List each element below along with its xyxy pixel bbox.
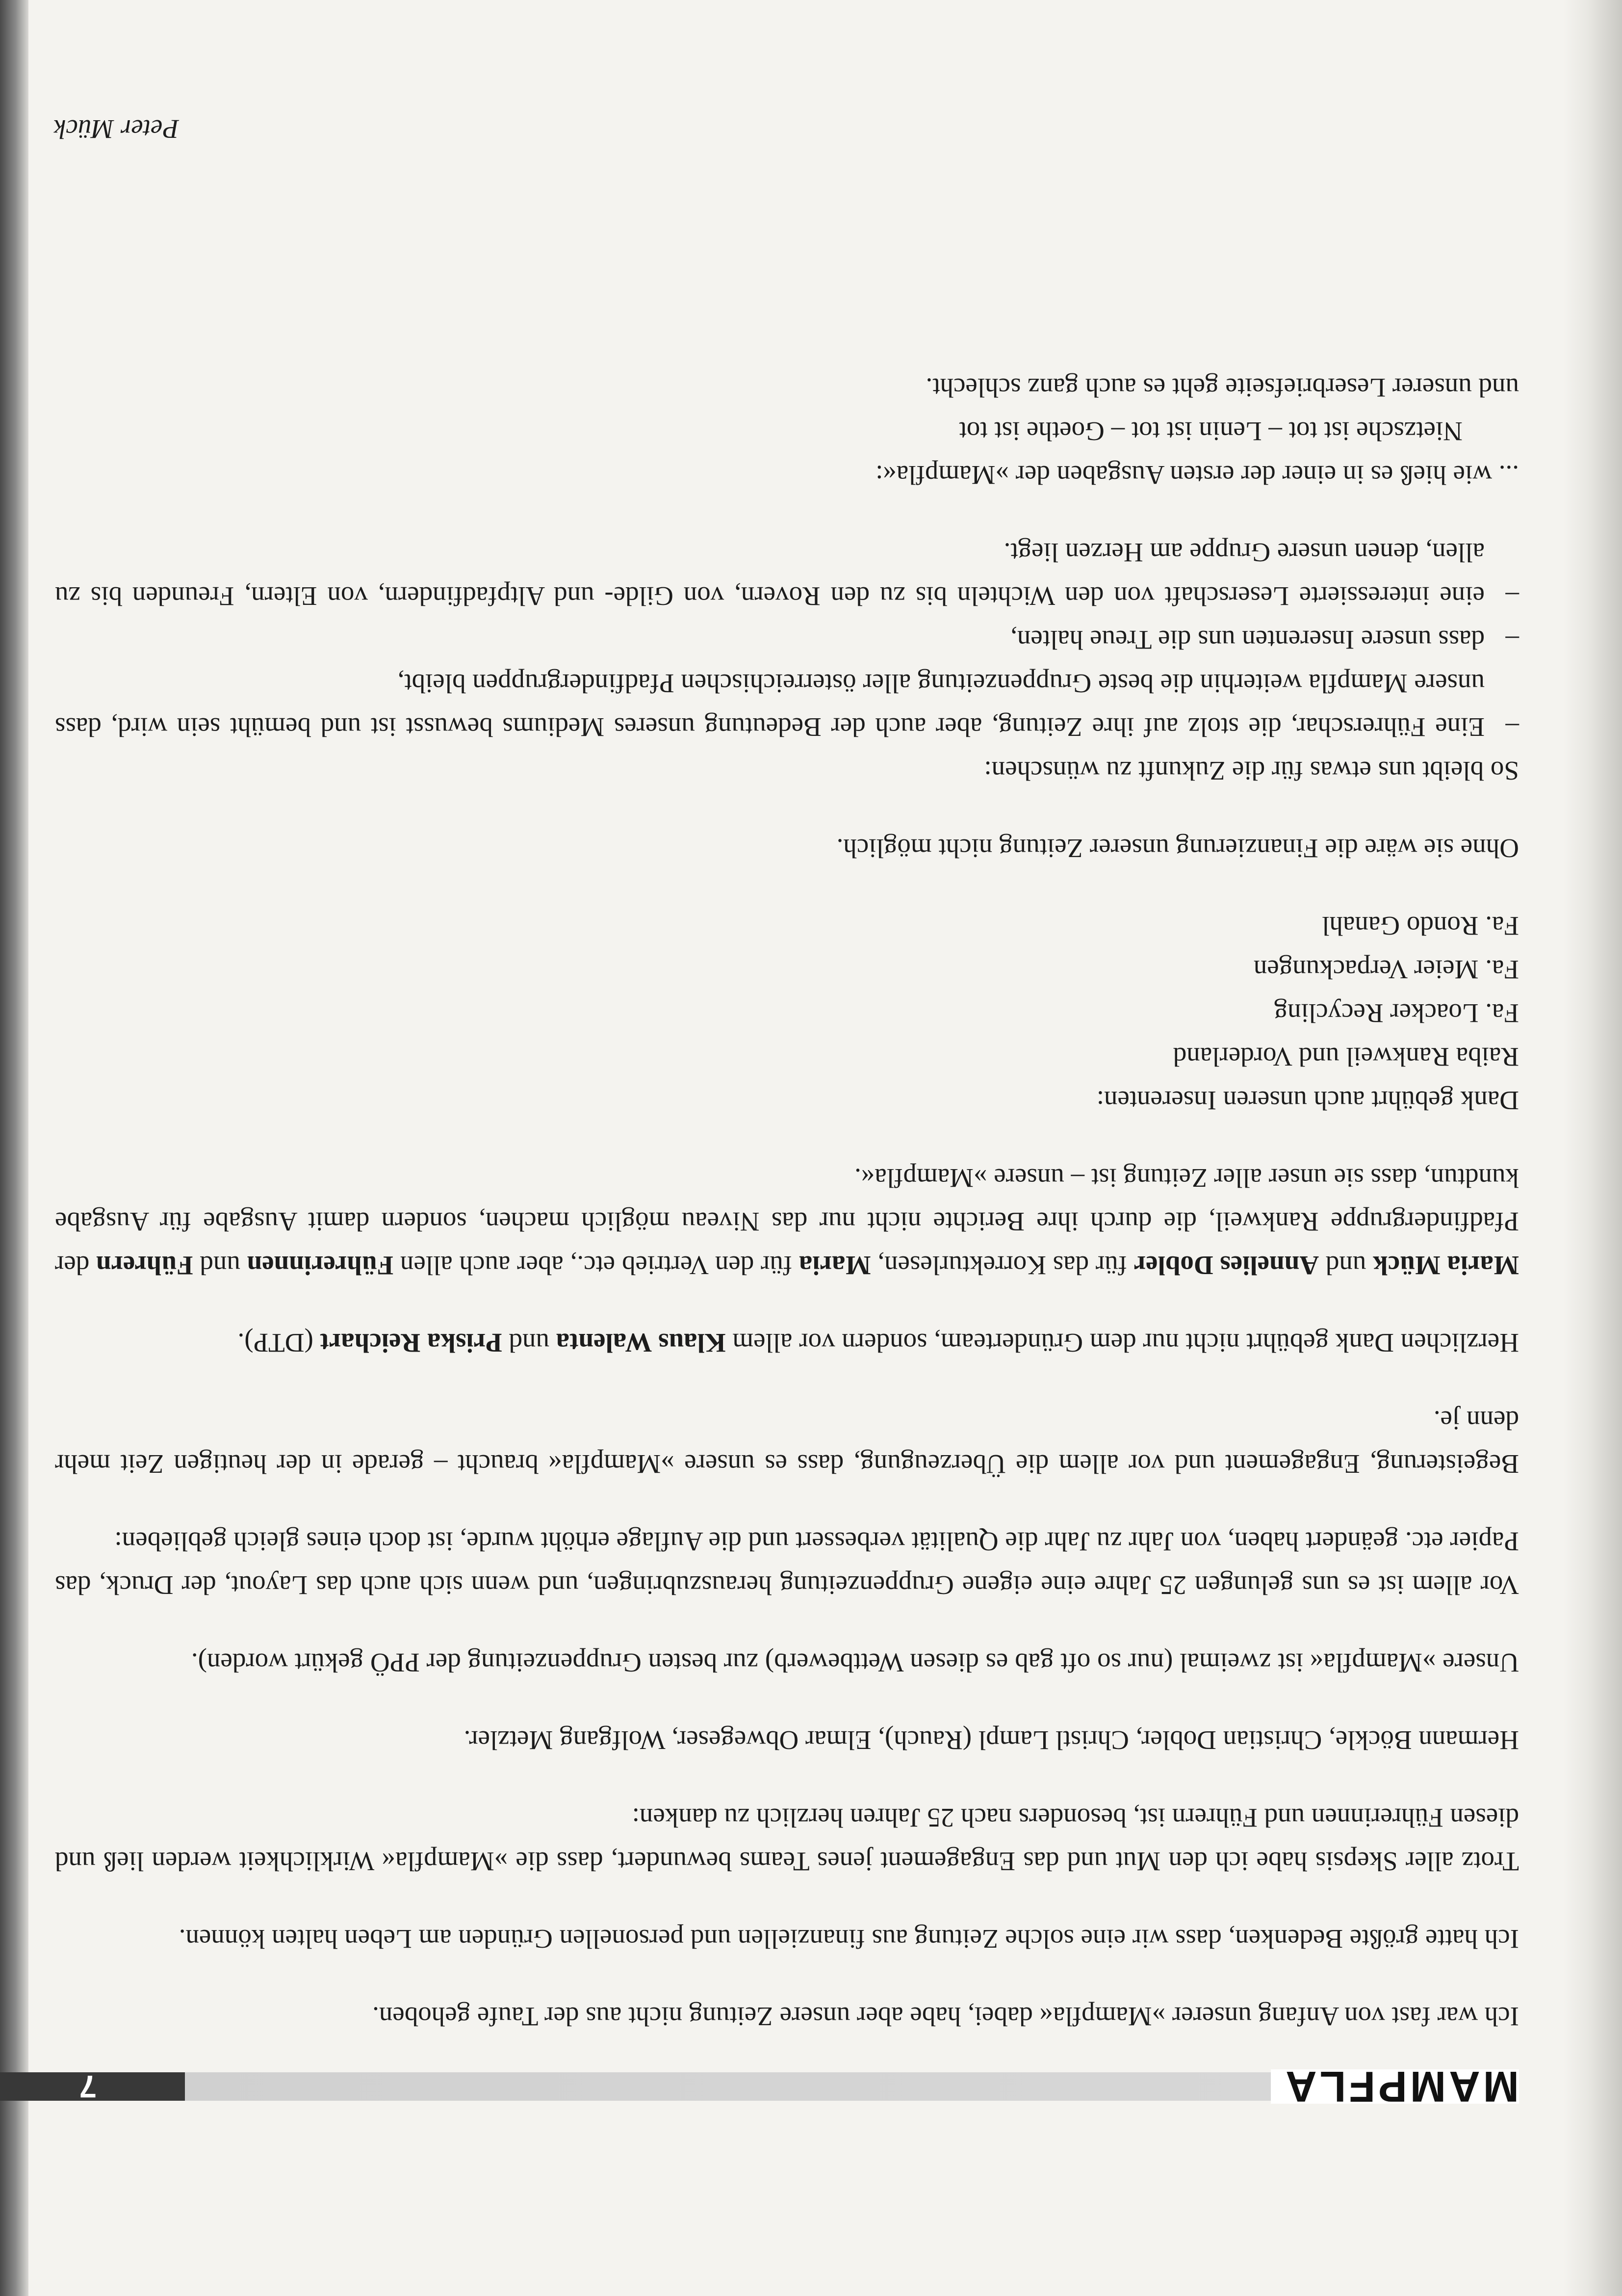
bold-name: Annelies Dobler	[1133, 1251, 1319, 1280]
masthead-title: MAMPFLA	[1271, 2069, 1519, 2104]
page-number-box	[0, 2069, 185, 2104]
paragraph: Vor allem ist es uns gelungen 25 Jahre eine eigene Gruppenzeitung herauszubringen, und wenn sich auch das Layout, der Druck, das Papier etc. geändert haben, von Jahr zu Jahr die Qualität verbessert und die Auflage erhöht wurde, ist doch eines gleich geblieben:	[55, 1527, 1519, 1600]
text-run: (DTP).	[237, 1328, 320, 1358]
list-item-text: eine interessierte Leserschaft von den Wichteln bis zu den Rovern, von Gilde- und Altpfadfindern, von Eltern, Freunden bis zu allen, denen unsere Gruppe am Herzen liegt.	[55, 538, 1485, 611]
paragraph: Trotz aller Skepsis habe ich den Mut und das Engagement jenes Teams bewundert, dass die »Mampfla« Wirklichkeit werden ließ und diesen Führerinnen und Führern ist, besonders nach 25 Jahren herzlich zu danken:	[55, 1803, 1519, 1877]
list-item-text: dass unsere Inserenten uns die Treue halten,	[1010, 625, 1485, 655]
sponsor-item: Fa. Rondo Ganahl	[1322, 911, 1519, 941]
sponsor-intro: Dank gebührt auch unseren Inserenten:	[1096, 1086, 1519, 1116]
quote-line: und unserer Leserbriefseite geht es auch ganz schlecht.	[926, 373, 1519, 403]
dash-bullet: –	[1505, 712, 1519, 742]
bold-name: Führern	[96, 1251, 193, 1280]
text-run: Herzlichen Dank gebührt nicht nur dem Gründerteam, sondern vor allem	[725, 1328, 1519, 1358]
text-run: für den Vertrieb etc., aber auch allen	[393, 1251, 799, 1280]
thanks-paragraph	[55, 1321, 1519, 1365]
bold-name: Klaus Walenta	[556, 1328, 726, 1358]
sponsor-item: Fa. Loacker Recycling	[1274, 998, 1519, 1028]
bold-name: Maria	[798, 1251, 871, 1280]
wish-list	[55, 531, 1519, 793]
list-item	[55, 531, 1519, 618]
bold-name: Priska Reichart	[320, 1328, 502, 1358]
dash-bullet: –	[1505, 625, 1519, 655]
quote-line: ... wie hieß es in einer der ersten Ausgaben der »Mampfla«:	[875, 460, 1519, 490]
paragraph: Hermann Böckle, Christian Dobler, Christl Lampl (Rauch), Elmar Obwegeser, Wolfgang Metzler.	[463, 1725, 1519, 1755]
sponsor-item: Raiba Rankweil und Vorderland	[1173, 1042, 1519, 1072]
header-band	[0, 2069, 1271, 2104]
sponsor-list	[55, 904, 1519, 1122]
text-run: und	[1319, 1251, 1373, 1280]
paragraph: Unsere »Mampfla« ist zweimal (nur so oft gab es diesen Wettbewerb) zur besten Gruppenzeitung der PPÖ gekürt worden).	[191, 1648, 1519, 1678]
gutter-shadow	[1563, 0, 1622, 2296]
closing-quote	[55, 366, 1519, 497]
text-run: der Pfadfindergruppe Rankweil, die durch ihre Berichte nicht nur das Niveau möglich machen, sondern damit Ausgabe für Ausgabe kundtun, dass sie unser aller Zeitung ist – unsere »Mampfla«.	[54, 1163, 1519, 1280]
quote-line: Nietzsche ist tot – Lenin ist tot – Goethe ist tot	[959, 417, 1463, 446]
list-item-text: Eine Führerschar, die stolz auf ihre Zeitung, aber auch der Bedeutung unseres Mediums bewusst ist und bemüht sein wird, dass unsere Mampfla weiterhin die beste Gruppenzeitung aller österreichischen Pfadfindergruppen bleibt,	[55, 669, 1485, 742]
dash-bullet: –	[1505, 581, 1519, 611]
list-item	[55, 618, 1519, 662]
bold-name: Führerinnen	[247, 1251, 394, 1280]
paragraph: Ich war fast von Anfang unserer »Mampfla« dabei, habe aber unsere Zeitung nicht aus der Taufe gehoben.	[372, 2002, 1519, 2032]
text-run: und	[502, 1328, 556, 1358]
wish-intro: So bleibt uns etwas für die Zukunft zu wünschen:	[984, 756, 1519, 786]
page-number: 7	[79, 2069, 97, 2104]
paragraph: Begeisterung, Engagement und vor allem die Überzeugung, dass es unsere »Mampfla« braucht – gerade in der heutigen Zeit mehr denn je.	[55, 1406, 1519, 1479]
thanks-paragraph	[55, 1156, 1519, 1287]
author-signature: Peter Mück	[54, 114, 179, 144]
text-run: und	[193, 1251, 247, 1280]
page-header	[0, 2062, 1519, 2111]
text-run: für das Korrekturlesen,	[871, 1251, 1134, 1280]
sponsor-item: Fa. Meier Verpackungen	[1253, 955, 1519, 985]
paragraph: Ohne sie wäre die Finanzierung unserer Zeitung nicht möglich.	[836, 834, 1519, 863]
paragraph: Ich hatte größte Bedenken, dass wir eine solche Zeitung aus finanziellen und personellen Gründen am Leben halten können.	[179, 1924, 1519, 1954]
list-item	[55, 662, 1519, 749]
bold-name: Maria Mück	[1373, 1251, 1519, 1280]
article-body	[55, 366, 1519, 2038]
